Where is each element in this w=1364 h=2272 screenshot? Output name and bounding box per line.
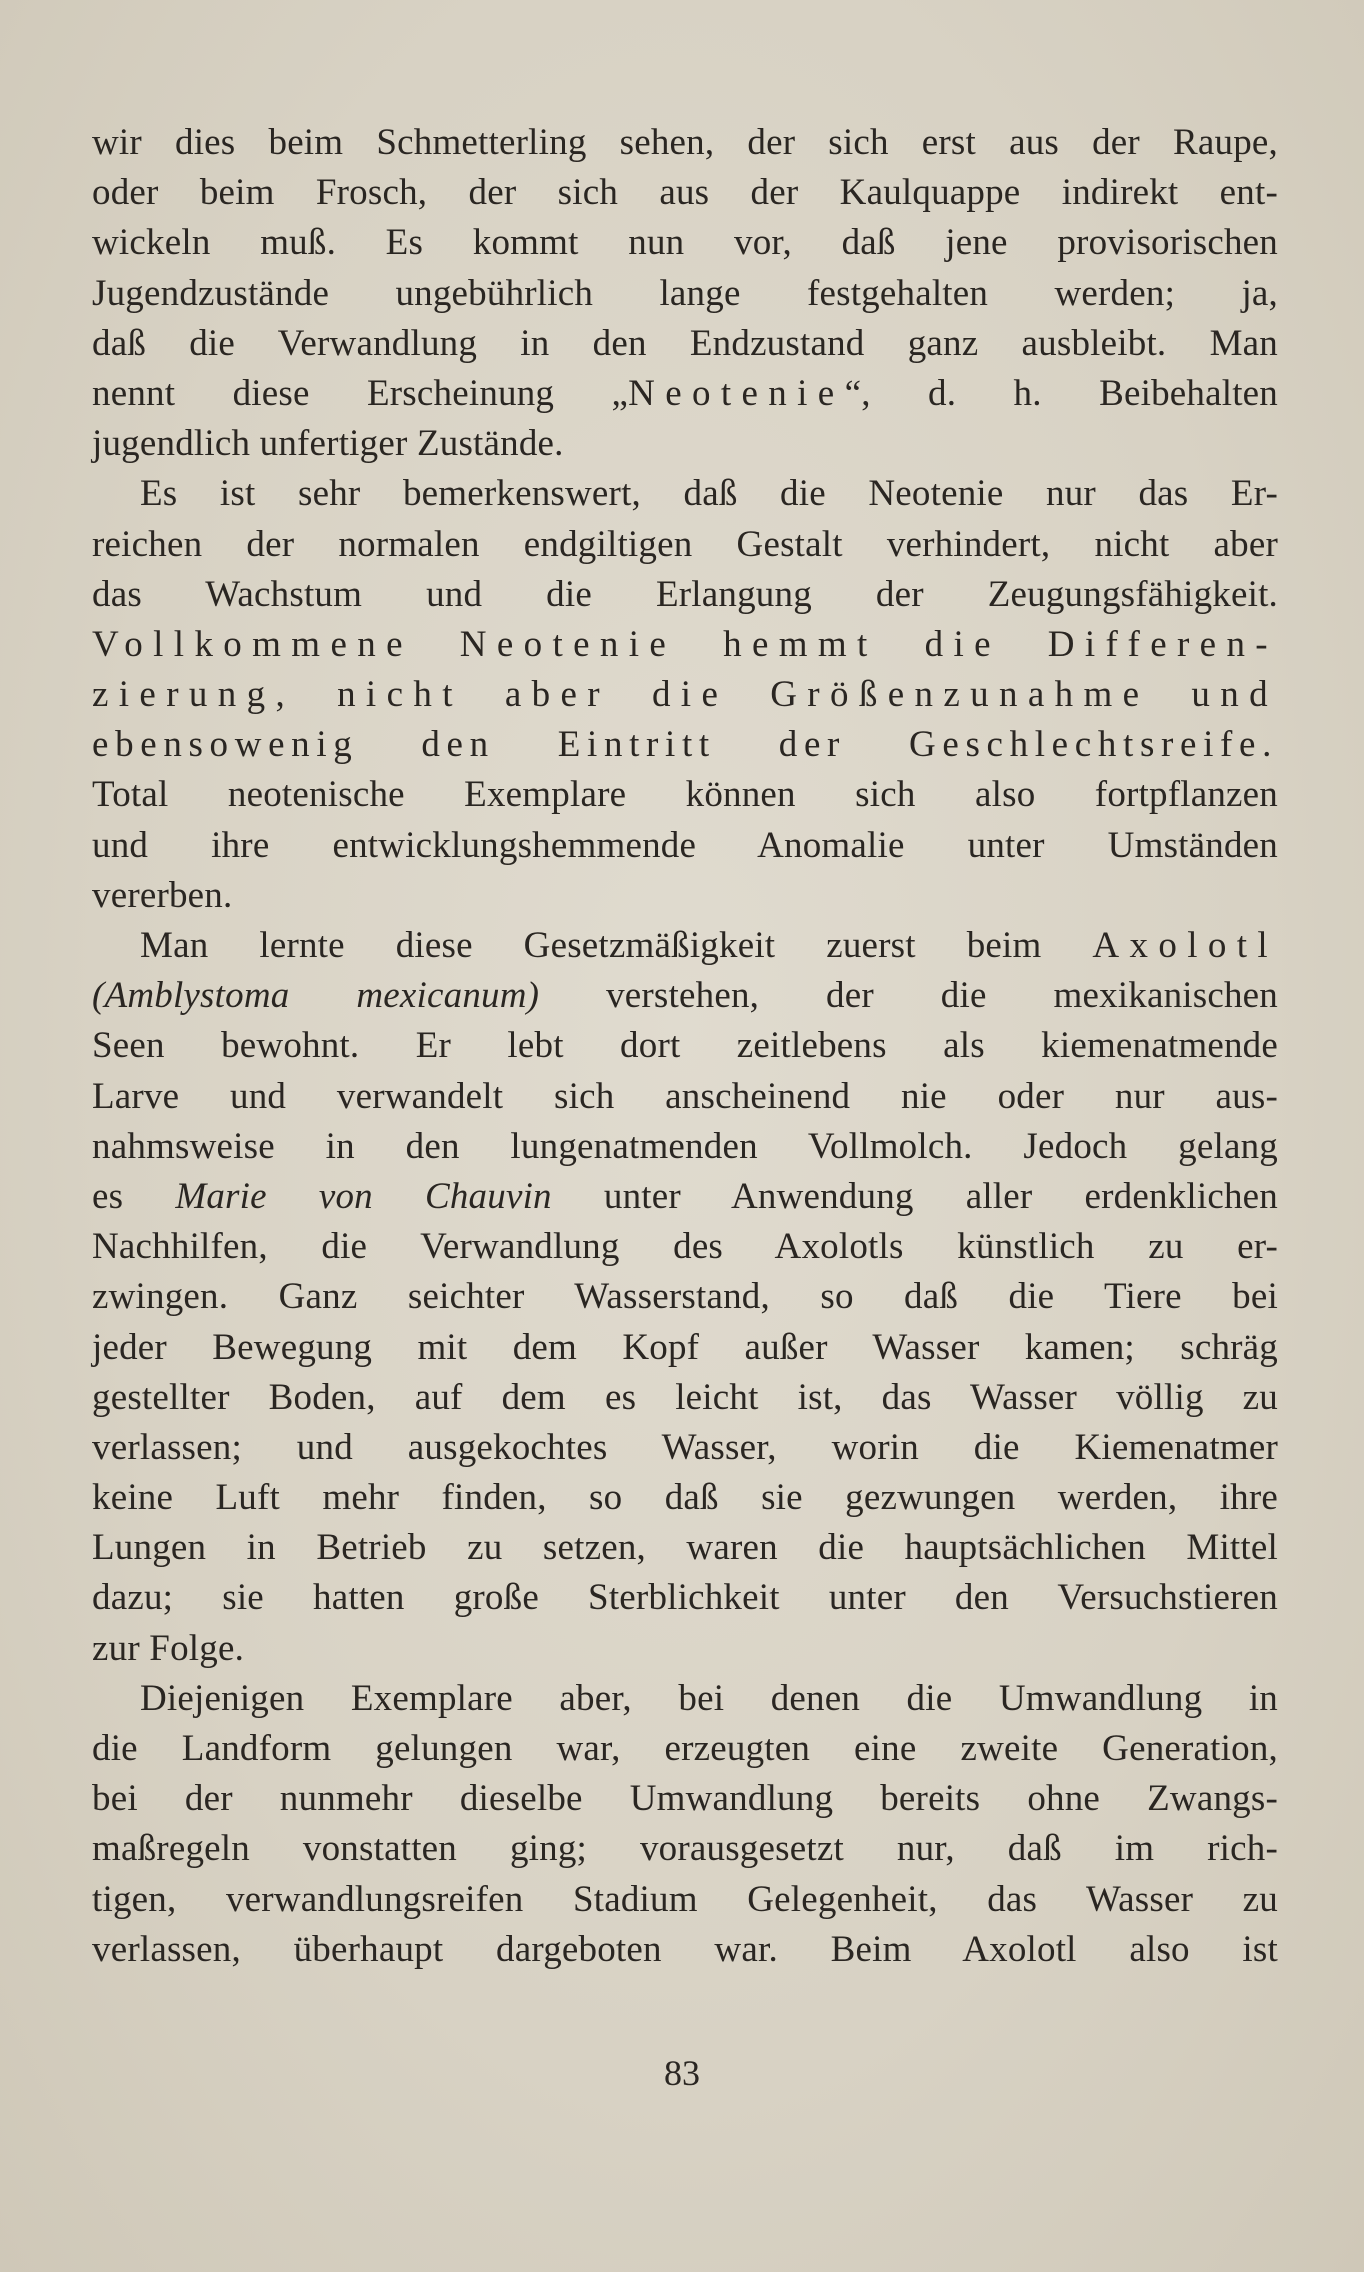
italic-person-name: Marie von Chauvin <box>175 1175 552 1217</box>
text-segment: unter Anwendung aller erdenklichen <box>551 1175 1279 1217</box>
text-line: dazu; sie hatten große Sterblichkeit unter den Versuchstieren <box>92 1577 1278 1619</box>
italic-species-name: (Amblystoma mexicanum) <box>92 975 540 1017</box>
text-segment: “, d. h. Beibehalten <box>844 372 1278 414</box>
paragraph-1 <box>92 118 1278 469</box>
text-line: tigen, verwandlungsreifen Stadium Gelegenheit, das Wasser zu <box>92 1878 1278 1920</box>
paragraph-3 <box>92 921 1278 1674</box>
text-segment: nennt diese Erscheinung „ <box>92 372 629 414</box>
text-line <box>92 369 1278 419</box>
text-line <box>92 1172 1278 1222</box>
text-line: maßregeln vonstatten ging; vorausgesetzt nur, daß im rich- <box>92 1828 1278 1870</box>
text-segment: verstehen, der die mexikanischen <box>539 975 1278 1017</box>
spaced-text-line: zierung, nicht aber die Größenzunahme und <box>92 674 1278 716</box>
spaced-text-line: Vollkommene Neotenie hemmt die Differen- <box>92 623 1278 665</box>
text-line: reichen der normalen endgiltigen Gestalt verhindert, nicht aber <box>92 523 1278 565</box>
text-line: wickeln muß. Es kommt nun vor, daß jene provisorischen <box>92 222 1278 264</box>
text-line: jeder Bewegung mit dem Kopf außer Wasser kamen; schräg <box>92 1326 1278 1368</box>
text-line: Lungen in Betrieb zu setzen, waren die hauptsächlichen Mittel <box>92 1527 1278 1569</box>
text-line: Total neotenische Exemplare können sich also fortpflanzen <box>92 774 1278 816</box>
spaced-term-neotenie: Neotenie <box>628 372 845 414</box>
body-text <box>92 118 1278 1975</box>
text-line: gestellter Boden, auf dem es leicht ist, das Wasser völlig zu <box>92 1376 1278 1418</box>
paragraph-2 <box>92 469 1278 921</box>
text-line: das Wachstum und die Erlangung der Zeugungsfähigkeit. <box>92 573 1278 615</box>
text-line: nahmsweise in den lungenatmenden Vollmolch. Jedoch gelang <box>92 1125 1278 1167</box>
text-line <box>92 971 1278 1021</box>
page-number: 83 <box>664 2053 700 2093</box>
text-line: wir dies beim Schmetterling sehen, der sich erst aus der Raupe, <box>92 122 1278 163</box>
text-line: oder beim Frosch, der sich aus der Kaulquappe indirekt ent- <box>92 172 1278 214</box>
text-line: verlassen, überhaupt dargeboten war. Beim Axolotl also ist <box>92 1928 1278 1970</box>
text-line: keine Luft mehr finden, so daß sie gezwungen werden, ihre <box>92 1477 1278 1519</box>
text-segment: Man lernte diese Gesetzmäßigkeit zuerst beim <box>140 925 1093 966</box>
text-line: vererben. <box>92 874 233 916</box>
text-line: Jugendzustände ungebührlich lange festgehalten werden; ja, <box>92 272 1278 314</box>
spaced-text-line: ebensowenig den Eintritt der Geschlechtsreife. <box>92 724 1278 766</box>
text-line: Larve und verwandelt sich anscheinend nie oder nur aus- <box>92 1075 1278 1117</box>
text-line: Seen bewohnt. Er lebt dort zeitlebens als kiemenatmende <box>92 1025 1278 1067</box>
text-line: zur Folge. <box>92 1627 245 1669</box>
text-line: die Landform gelungen war, erzeugten eine zweite Generation, <box>92 1728 1278 1769</box>
text-line: und ihre entwicklungshemmende Anomalie unter Umständen <box>92 824 1278 866</box>
text-line: zwingen. Ganz seichter Wasserstand, so daß die Tiere bei <box>92 1276 1278 1318</box>
text-line <box>92 921 1278 971</box>
text-line: daß die Verwandlung in den Endzustand ganz ausbleibt. Man <box>92 322 1278 364</box>
spaced-term-axolotl: Axolotl <box>1092 925 1278 966</box>
text-line: jugendlich unfertiger Zustände. <box>92 423 564 465</box>
text-line: Nachhilfen, die Verwandlung des Axolotls künstlich zu er- <box>92 1226 1278 1268</box>
text-line: bei der nunmehr dieselbe Umwandlung bereits ohne Zwangs- <box>92 1778 1278 1820</box>
text-line: Es ist sehr bemerkenswert, daß die Neotenie nur das Er- <box>140 473 1278 515</box>
text-segment: es <box>92 1175 176 1217</box>
text-line: verlassen; und ausgekochtes Wasser, worin die Kiemenatmer <box>92 1426 1278 1468</box>
paragraph-4 <box>92 1674 1278 1975</box>
text-line: Diejenigen Exemplare aber, bei denen die Umwandlung in <box>140 1677 1278 1719</box>
